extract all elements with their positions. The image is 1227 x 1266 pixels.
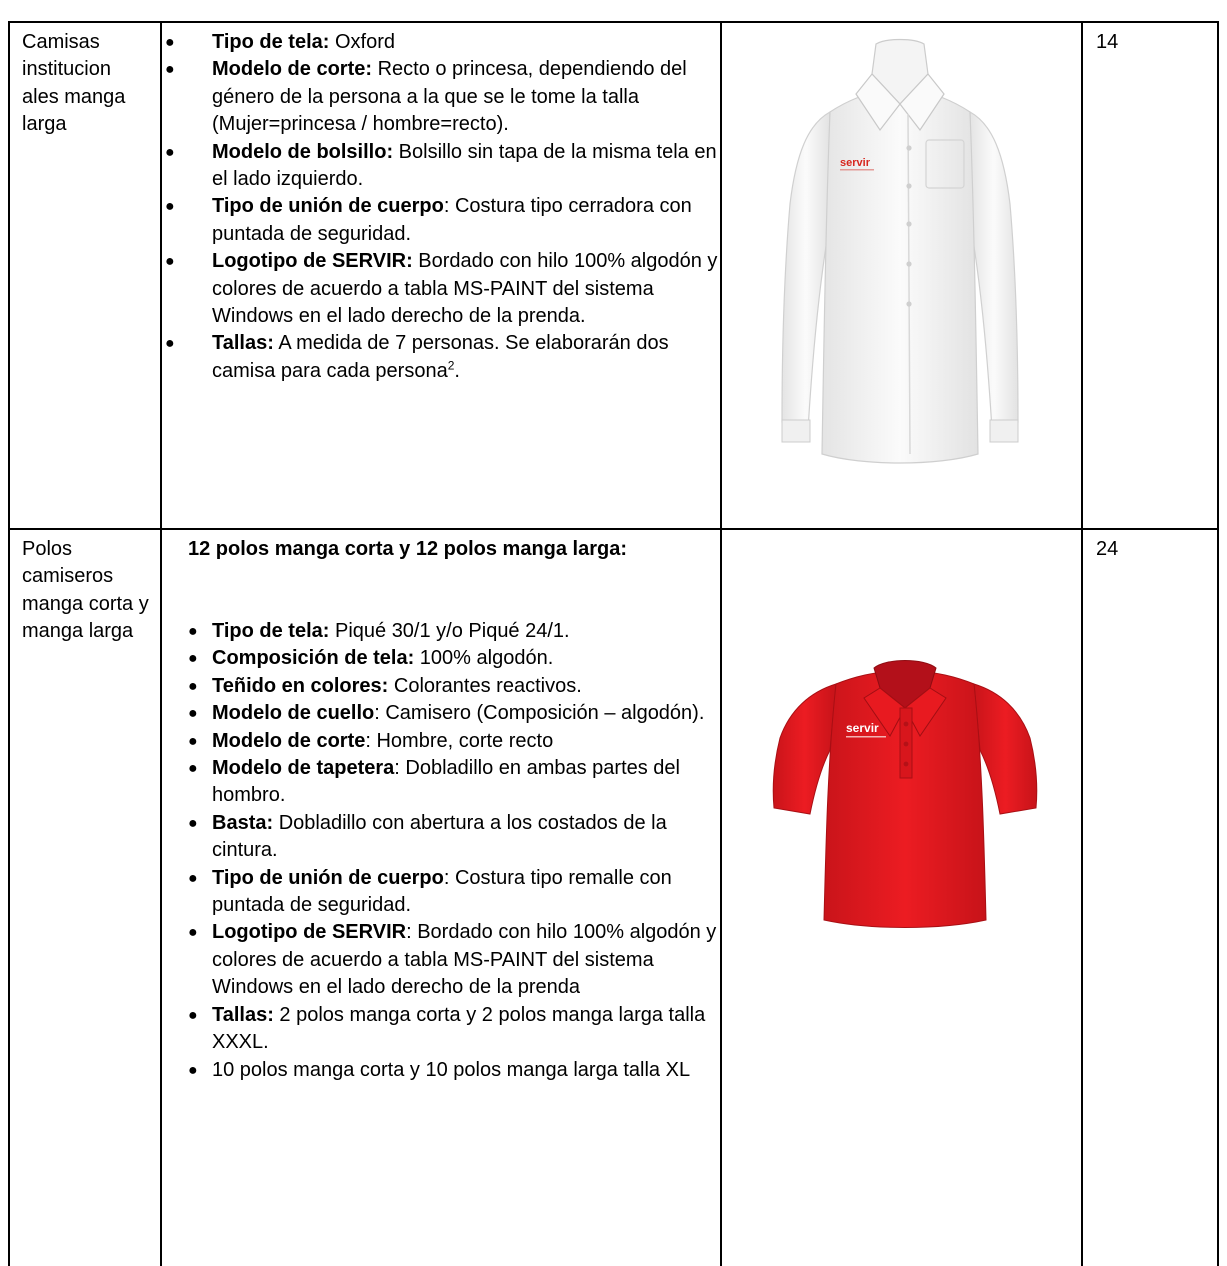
servir-logo: servir [846, 721, 879, 735]
list-item [160, 919, 720, 1001]
table-border-right [1217, 21, 1219, 1266]
spec-text: : Costura tipo remalle con puntada de seguridad. [212, 866, 672, 917]
list-item [160, 139, 720, 194]
list-item [160, 193, 720, 248]
bullet-icon: ● [165, 143, 175, 161]
list-item [160, 248, 720, 330]
bullet-icon: ● [188, 760, 198, 778]
spec-label: Modelo de tapetera [212, 757, 395, 780]
bullet-icon: ● [188, 814, 198, 832]
spec-text: A medida de 7 personas. Se elaborarán dos camisa para cada persona [212, 332, 669, 382]
bullet-icon: ● [188, 705, 198, 723]
spec-label: Modelo de cuello [212, 702, 375, 725]
list-item [160, 618, 720, 645]
bullet-icon: ● [165, 34, 175, 51]
bullet-icon: ● [188, 677, 198, 695]
list-item [160, 1057, 720, 1084]
list-item [160, 645, 720, 672]
quantity-cell: 14 [1096, 31, 1119, 53]
item-name-cell: Polos camiseros manga corta y manga larga [22, 538, 149, 643]
list-item [160, 29, 720, 56]
spec-label: Basta: [212, 811, 274, 834]
spec-list [160, 29, 720, 385]
list-item [160, 865, 720, 920]
list-item [160, 1002, 720, 1057]
table-border-top [8, 21, 1219, 23]
white-shirt-image [768, 34, 1032, 494]
spec-label: Modelo de corte: [212, 58, 373, 81]
spec-label: Composición de tela: [212, 647, 415, 670]
list-item [160, 700, 720, 727]
table-column-divider-2 [720, 21, 722, 1266]
bullet-icon: ● [188, 1061, 198, 1079]
bullet-icon: ● [188, 924, 198, 942]
list-item [160, 728, 720, 755]
spec-label: Tipo de unión de cuerpo [212, 195, 444, 218]
spec-text: 10 polos manga corta y 10 polos manga larga talla XL [212, 1058, 691, 1081]
list-item [160, 755, 720, 810]
table-border-left [8, 21, 10, 1266]
spec-text: 2 polos manga corta y 2 polos manga larga talla XXXL. [212, 1003, 706, 1054]
spec-label: Tipo de tela: [212, 620, 330, 642]
list-item [160, 810, 720, 865]
spec-text: Recto o princesa, dependiendo del género de la persona a la que se le tome la talla (Mujer=princesa / hombre=recto). [212, 58, 687, 136]
spec-text: 100% algodón. [414, 647, 554, 670]
spec-label: Teñido en colores: [212, 674, 389, 697]
spec-label: Logotipo de SERVIR [212, 921, 407, 944]
red-polo-image [770, 658, 1040, 930]
list-item [160, 330, 720, 385]
bullet-icon: ● [188, 1006, 198, 1024]
spec-text: Bolsillo sin tapa de la misma tela en el lado izquierdo. [212, 140, 717, 191]
spec-text: Colorantes reactivos. [388, 674, 582, 697]
spec-heading: 12 polos manga corta y 12 polos manga larga: [188, 538, 628, 560]
spec-label: Modelo de corte [212, 729, 366, 752]
spec-label: Tallas: [212, 332, 274, 355]
spec-text: Piqué 30/1 y/o Piqué 24/1. [329, 620, 570, 642]
table-column-divider-3 [1081, 21, 1083, 1266]
quantity-cell: 24 [1096, 538, 1119, 560]
bullet-icon: ● [188, 623, 198, 640]
item-name-cell: Camisas institucion ales manga larga [22, 31, 126, 136]
spec-label: Tipo de unión de cuerpo [212, 866, 444, 889]
spec-label: Tallas: [212, 1003, 274, 1026]
list-item [160, 673, 720, 700]
spec-list [160, 618, 720, 1084]
servir-logo: servir [840, 157, 870, 169]
bullet-icon: ● [165, 61, 175, 79]
spec-label: Tipo de tela: [212, 31, 330, 53]
spec-text: : Camisero (Composición – algodón). [374, 702, 705, 725]
spec-text: Dobladillo con abertura a los costados de la cintura. [212, 811, 667, 862]
bullet-icon: ● [165, 198, 175, 216]
bullet-icon: ● [188, 732, 198, 750]
spec-text: : Hombre, corte recto [365, 729, 554, 752]
list-item [160, 56, 720, 138]
bullet-icon: ● [165, 335, 175, 353]
bullet-list [160, 618, 720, 1084]
bullet-icon: ● [188, 650, 198, 668]
table-border-row-divider [8, 528, 1219, 530]
spec-text: : Bordado con hilo 100% algodón y colores de acuerdo a tabla MS-PAINT del sistema Windows en el lado derecho de la prenda [212, 921, 717, 999]
bullet-icon: ● [165, 253, 175, 271]
bullet-icon: ● [188, 869, 198, 887]
spec-text: Bordado con hilo 100% algodón y colores de acuerdo a tabla MS-PAINT del sistema Windows en el lado derecho de la prenda. [212, 250, 718, 328]
spec-list [188, 536, 708, 591]
spec-text-end: . [454, 359, 460, 382]
spec-text: : Dobladillo en ambas partes del hombro. [212, 757, 680, 807]
spec-label: Logotipo de SERVIR: [212, 250, 413, 273]
spec-text: Oxford [329, 31, 395, 53]
spec-label: Modelo de bolsillo: [212, 140, 394, 163]
spec-text: : Costura tipo cerradora con puntada de seguridad. [212, 195, 692, 245]
bullet-list [160, 29, 720, 385]
footnote-marker: 2 [447, 358, 455, 373]
